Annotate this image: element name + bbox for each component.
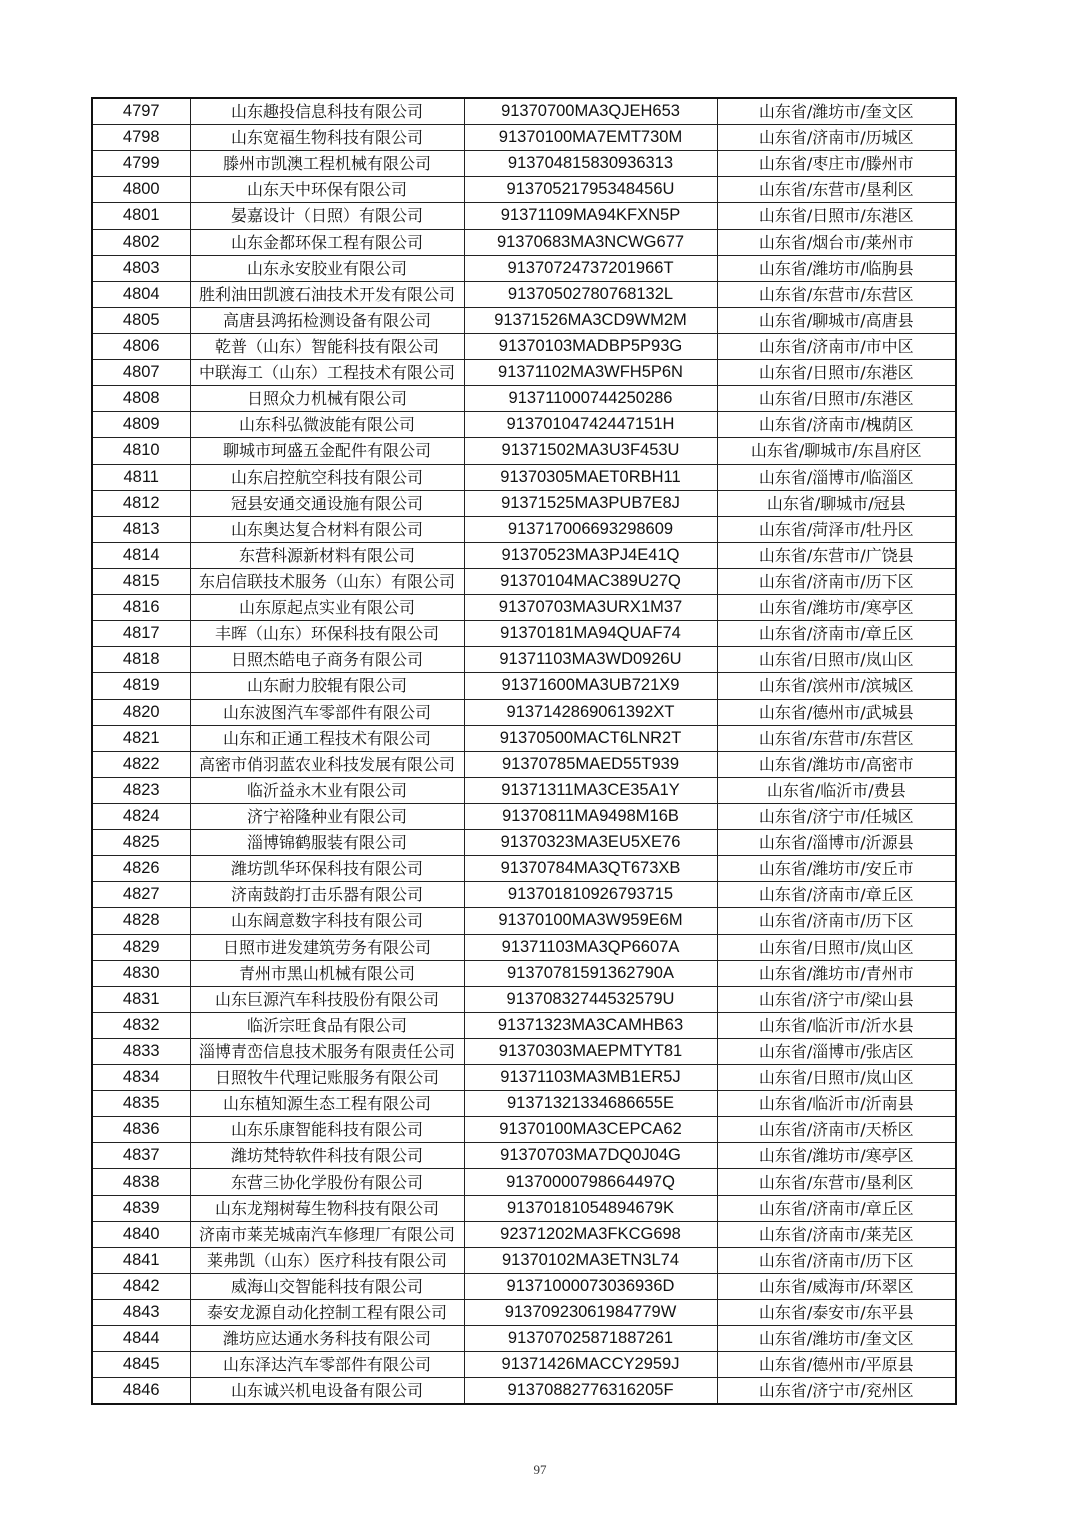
credit-code: 91370703MA7DQ0J04G xyxy=(464,1143,717,1169)
company-name: 潍坊凯华环保科技有限公司 xyxy=(190,856,464,882)
company-name: 莱弗凯（山东）医疗科技有限公司 xyxy=(190,1247,464,1273)
table-row xyxy=(92,281,956,307)
company-name: 山东科弘微波能有限公司 xyxy=(190,412,464,438)
credit-code: 91371600MA3UB721X9 xyxy=(464,673,717,699)
company-name: 淄博青峦信息技术服务有限责任公司 xyxy=(190,1038,464,1064)
region: 山东省/淄博市/临淄区 xyxy=(717,464,956,490)
company-name: 山东诚兴机电设备有限公司 xyxy=(190,1378,464,1405)
credit-code: 913711000744250286 xyxy=(464,386,717,412)
credit-code: 91371525MA3PUB7E8J xyxy=(464,490,717,516)
row-number: 4835 xyxy=(92,1091,190,1117)
company-name: 山东天中环保有限公司 xyxy=(190,177,464,203)
credit-code: 913701810926793715 xyxy=(464,882,717,908)
company-name: 高密市俏羽蓝农业科技发展有限公司 xyxy=(190,751,464,777)
table-row xyxy=(92,177,956,203)
table-row xyxy=(92,960,956,986)
region: 山东省/临沂市/沂水县 xyxy=(717,1012,956,1038)
table-row xyxy=(92,1273,956,1299)
region: 山东省/潍坊市/青州市 xyxy=(717,960,956,986)
table-row xyxy=(92,621,956,647)
row-number: 4798 xyxy=(92,125,190,151)
credit-code: 91371526MA3CD9WM2M xyxy=(464,307,717,333)
company-name: 山东阔意数字科技有限公司 xyxy=(190,908,464,934)
row-number: 4797 xyxy=(92,98,190,125)
credit-code: 91370703MA3URX1M37 xyxy=(464,595,717,621)
company-name: 冠县安通交通设施有限公司 xyxy=(190,490,464,516)
region: 山东省/日照市/岚山区 xyxy=(717,934,956,960)
row-number: 4833 xyxy=(92,1038,190,1064)
row-number: 4843 xyxy=(92,1300,190,1326)
table-row xyxy=(92,1169,956,1195)
region: 山东省/泰安市/东平县 xyxy=(717,1300,956,1326)
region: 山东省/济南市/市中区 xyxy=(717,333,956,359)
region: 山东省/济南市/章丘区 xyxy=(717,621,956,647)
company-name: 山东耐力胶辊有限公司 xyxy=(190,673,464,699)
region: 山东省/德州市/武城县 xyxy=(717,699,956,725)
company-name: 乾普（山东）智能科技有限公司 xyxy=(190,333,464,359)
credit-code: 91371000073036936D xyxy=(464,1273,717,1299)
row-number: 4840 xyxy=(92,1221,190,1247)
company-name: 东营科源新材料有限公司 xyxy=(190,542,464,568)
region: 山东省/淄博市/沂源县 xyxy=(717,830,956,856)
row-number: 4829 xyxy=(92,934,190,960)
company-name: 山东原起点实业有限公司 xyxy=(190,595,464,621)
row-number: 4820 xyxy=(92,699,190,725)
credit-code: 91370521795348456U xyxy=(464,177,717,203)
table-row xyxy=(92,516,956,542)
table-row xyxy=(92,438,956,464)
table-row xyxy=(92,673,956,699)
region: 山东省/潍坊市/安丘市 xyxy=(717,856,956,882)
row-number: 4828 xyxy=(92,908,190,934)
region: 山东省/东营市/东营区 xyxy=(717,725,956,751)
table-row xyxy=(92,360,956,386)
region: 山东省/威海市/环翠区 xyxy=(717,1273,956,1299)
row-number: 4808 xyxy=(92,386,190,412)
table-row xyxy=(92,1221,956,1247)
table-row xyxy=(92,908,956,934)
company-name: 晏嘉设计（日照）有限公司 xyxy=(190,203,464,229)
table-row xyxy=(92,1378,956,1405)
credit-code: 91370785MAED55T939 xyxy=(464,751,717,777)
company-name: 日照牧牛代理记账服务有限公司 xyxy=(190,1065,464,1091)
table-row xyxy=(92,830,956,856)
company-name: 山东和正通工程技术有限公司 xyxy=(190,725,464,751)
region: 山东省/济南市/莱芜区 xyxy=(717,1221,956,1247)
credit-code: 91371103MA3WD0926U xyxy=(464,647,717,673)
table-row xyxy=(92,229,956,255)
row-number: 4824 xyxy=(92,803,190,829)
row-number: 4815 xyxy=(92,568,190,594)
row-number: 4805 xyxy=(92,307,190,333)
region: 山东省/淄博市/张店区 xyxy=(717,1038,956,1064)
table-row xyxy=(92,803,956,829)
company-name: 济南市莱芜城南汽车修理厂有限公司 xyxy=(190,1221,464,1247)
credit-code: 91370323MA3EU5XE76 xyxy=(464,830,717,856)
credit-code: 91370500MACT6LNR2T xyxy=(464,725,717,751)
region: 山东省/德州市/平原县 xyxy=(717,1352,956,1378)
table-row xyxy=(92,882,956,908)
row-number: 4818 xyxy=(92,647,190,673)
company-name: 日照市进发建筑劳务有限公司 xyxy=(190,934,464,960)
table-row xyxy=(92,856,956,882)
row-number: 4846 xyxy=(92,1378,190,1405)
row-number: 4827 xyxy=(92,882,190,908)
region: 山东省/聊城市/高唐县 xyxy=(717,307,956,333)
table-row xyxy=(92,203,956,229)
region: 山东省/日照市/东港区 xyxy=(717,360,956,386)
company-name: 山东永安胶业有限公司 xyxy=(190,255,464,281)
company-name: 山东宽福生物科技有限公司 xyxy=(190,125,464,151)
table-row xyxy=(92,1247,956,1273)
row-number: 4811 xyxy=(92,464,190,490)
company-name: 日照杰皓电子商务有限公司 xyxy=(190,647,464,673)
credit-code: 91370523MA3PJ4E41Q xyxy=(464,542,717,568)
credit-code: 91370100MA3W959E6M xyxy=(464,908,717,934)
company-name: 山东启控航空科技有限公司 xyxy=(190,464,464,490)
table-row xyxy=(92,255,956,281)
region: 山东省/济南市/历下区 xyxy=(717,568,956,594)
company-name: 山东金都环保工程有限公司 xyxy=(190,229,464,255)
table-row xyxy=(92,412,956,438)
row-number: 4837 xyxy=(92,1143,190,1169)
table-row xyxy=(92,777,956,803)
region: 山东省/济南市/历城区 xyxy=(717,125,956,151)
row-number: 4821 xyxy=(92,725,190,751)
company-name: 山东植知源生态工程有限公司 xyxy=(190,1091,464,1117)
region: 山东省/枣庄市/滕州市 xyxy=(717,151,956,177)
row-number: 4822 xyxy=(92,751,190,777)
company-name: 济南鼓韵打击乐器有限公司 xyxy=(190,882,464,908)
company-name: 山东巨源汽车科技股份有限公司 xyxy=(190,986,464,1012)
company-name: 日照众力机械有限公司 xyxy=(190,386,464,412)
credit-code: 91370102MA3ETN3L74 xyxy=(464,1247,717,1273)
region: 山东省/日照市/东港区 xyxy=(717,203,956,229)
table-row xyxy=(92,751,956,777)
table-row xyxy=(92,98,956,125)
table-row xyxy=(92,1012,956,1038)
row-number: 4816 xyxy=(92,595,190,621)
row-number: 4800 xyxy=(92,177,190,203)
region: 山东省/潍坊市/奎文区 xyxy=(717,1326,956,1352)
region: 山东省/济南市/槐荫区 xyxy=(717,412,956,438)
company-name: 临沂宗旺食品有限公司 xyxy=(190,1012,464,1038)
credit-code: 913704815830936313 xyxy=(464,151,717,177)
row-number: 4842 xyxy=(92,1273,190,1299)
credit-code: 91371323MA3CAMHB63 xyxy=(464,1012,717,1038)
table-row xyxy=(92,1117,956,1143)
region: 山东省/潍坊市/寒亭区 xyxy=(717,595,956,621)
company-list-table xyxy=(91,97,957,1405)
row-number: 4845 xyxy=(92,1352,190,1378)
company-name: 丰晖（山东）环保科技有限公司 xyxy=(190,621,464,647)
table-row xyxy=(92,333,956,359)
company-name: 济宁裕隆种业有限公司 xyxy=(190,803,464,829)
row-number: 4806 xyxy=(92,333,190,359)
row-number: 4831 xyxy=(92,986,190,1012)
table-row xyxy=(92,934,956,960)
region: 山东省/东营市/广饶县 xyxy=(717,542,956,568)
region: 山东省/潍坊市/奎文区 xyxy=(717,98,956,125)
region: 山东省/潍坊市/寒亭区 xyxy=(717,1143,956,1169)
region: 山东省/济南市/章丘区 xyxy=(717,882,956,908)
region: 山东省/济南市/历下区 xyxy=(717,1247,956,1273)
region: 山东省/济南市/天桥区 xyxy=(717,1117,956,1143)
credit-code: 91370181054894679K xyxy=(464,1195,717,1221)
region: 山东省/烟台市/莱州市 xyxy=(717,229,956,255)
company-name: 高唐县鸿拓检测设备有限公司 xyxy=(190,307,464,333)
row-number: 4844 xyxy=(92,1326,190,1352)
credit-code: 91370103MADBP5P93G xyxy=(464,333,717,359)
region: 山东省/济宁市/任城区 xyxy=(717,803,956,829)
credit-code: 913717006693298609 xyxy=(464,516,717,542)
company-name: 东营三协化学股份有限公司 xyxy=(190,1169,464,1195)
row-number: 4838 xyxy=(92,1169,190,1195)
credit-code: 91370305MAET0RBH11 xyxy=(464,464,717,490)
company-name: 青州市黑山机械有限公司 xyxy=(190,960,464,986)
region: 山东省/潍坊市/高密市 xyxy=(717,751,956,777)
table-row xyxy=(92,490,956,516)
credit-code: 91370923061984779W xyxy=(464,1300,717,1326)
table-row xyxy=(92,1195,956,1221)
row-number: 4841 xyxy=(92,1247,190,1273)
row-number: 4834 xyxy=(92,1065,190,1091)
row-number: 4826 xyxy=(92,856,190,882)
credit-code: 9137142869061392XT xyxy=(464,699,717,725)
credit-code: 91370811MA9498M16B xyxy=(464,803,717,829)
company-name: 泰安龙源自动化控制工程有限公司 xyxy=(190,1300,464,1326)
row-number: 4804 xyxy=(92,281,190,307)
region: 山东省/临沂市/费县 xyxy=(717,777,956,803)
table-row xyxy=(92,986,956,1012)
row-number: 4830 xyxy=(92,960,190,986)
row-number: 4836 xyxy=(92,1117,190,1143)
credit-code: 92371202MA3FKCG698 xyxy=(464,1221,717,1247)
row-number: 4801 xyxy=(92,203,190,229)
credit-code: 91370104MAC389U27Q xyxy=(464,568,717,594)
region: 山东省/济南市/历下区 xyxy=(717,908,956,934)
region: 山东省/聊城市/冠县 xyxy=(717,490,956,516)
company-name: 潍坊梵特软件科技有限公司 xyxy=(190,1143,464,1169)
region: 山东省/东营市/垦利区 xyxy=(717,177,956,203)
row-number: 4825 xyxy=(92,830,190,856)
table-row xyxy=(92,125,956,151)
credit-code: 91370832744532579U xyxy=(464,986,717,1012)
credit-code: 91370000798664497Q xyxy=(464,1169,717,1195)
credit-code: 91371426MACCY2959J xyxy=(464,1352,717,1378)
credit-code: 91371102MA3WFH5P6N xyxy=(464,360,717,386)
table-row xyxy=(92,1091,956,1117)
company-name: 山东奥达复合材料有限公司 xyxy=(190,516,464,542)
table-row xyxy=(92,307,956,333)
table-row xyxy=(92,647,956,673)
row-number: 4803 xyxy=(92,255,190,281)
region: 山东省/东营市/东营区 xyxy=(717,281,956,307)
company-name: 中联海工（山东）工程技术有限公司 xyxy=(190,360,464,386)
table-row xyxy=(92,1300,956,1326)
region: 山东省/日照市/东港区 xyxy=(717,386,956,412)
table-row xyxy=(92,1326,956,1352)
company-name: 聊城市珂盛五金配件有限公司 xyxy=(190,438,464,464)
credit-code: 91371502MA3U3F453U xyxy=(464,438,717,464)
row-number: 4819 xyxy=(92,673,190,699)
row-number: 4814 xyxy=(92,542,190,568)
credit-code: 91370683MA3NCWG677 xyxy=(464,229,717,255)
company-name: 淄博锦鹤服装有限公司 xyxy=(190,830,464,856)
region: 山东省/临沂市/沂南县 xyxy=(717,1091,956,1117)
company-name: 临沂益永木业有限公司 xyxy=(190,777,464,803)
table-row xyxy=(92,595,956,621)
table-row xyxy=(92,568,956,594)
row-number: 4799 xyxy=(92,151,190,177)
region: 山东省/滨州市/滨城区 xyxy=(717,673,956,699)
credit-code: 91370502780768132L xyxy=(464,281,717,307)
credit-code: 91370784MA3QT673XB xyxy=(464,856,717,882)
company-name: 山东乐康智能科技有限公司 xyxy=(190,1117,464,1143)
row-number: 4807 xyxy=(92,360,190,386)
company-name: 山东趣投信息科技有限公司 xyxy=(190,98,464,125)
credit-code: 91370100MA7EMT730M xyxy=(464,125,717,151)
table-row xyxy=(92,386,956,412)
region: 山东省/菏泽市/牡丹区 xyxy=(717,516,956,542)
credit-code: 91370781591362790A xyxy=(464,960,717,986)
row-number: 4802 xyxy=(92,229,190,255)
credit-code: 91371321334686655E xyxy=(464,1091,717,1117)
company-name: 胜利油田凯渡石油技术开发有限公司 xyxy=(190,281,464,307)
row-number: 4839 xyxy=(92,1195,190,1221)
table-row xyxy=(92,1065,956,1091)
credit-code: 91370181MA94QUAF74 xyxy=(464,621,717,647)
credit-code: 91370100MA3CEPCA62 xyxy=(464,1117,717,1143)
table-row xyxy=(92,1352,956,1378)
row-number: 4812 xyxy=(92,490,190,516)
credit-code: 91370882776316205F xyxy=(464,1378,717,1405)
credit-code: 91371103MA3MB1ER5J xyxy=(464,1065,717,1091)
company-name: 潍坊应达通水务科技有限公司 xyxy=(190,1326,464,1352)
table-row xyxy=(92,464,956,490)
company-name: 威海山交智能科技有限公司 xyxy=(190,1273,464,1299)
credit-code: 91370303MAEPMTYT81 xyxy=(464,1038,717,1064)
row-number: 4817 xyxy=(92,621,190,647)
region: 山东省/潍坊市/临朐县 xyxy=(717,255,956,281)
table-row xyxy=(92,1143,956,1169)
credit-code: 91371103MA3QP6607A xyxy=(464,934,717,960)
company-list-body xyxy=(92,98,956,1404)
table-row xyxy=(92,542,956,568)
region: 山东省/济南市/章丘区 xyxy=(717,1195,956,1221)
credit-code: 91370724737201966T xyxy=(464,255,717,281)
row-number: 4823 xyxy=(92,777,190,803)
row-number: 4810 xyxy=(92,438,190,464)
region: 山东省/日照市/岚山区 xyxy=(717,1065,956,1091)
region: 山东省/东营市/垦利区 xyxy=(717,1169,956,1195)
credit-code: 91370104742447151H xyxy=(464,412,717,438)
company-name: 山东波图汽车零部件有限公司 xyxy=(190,699,464,725)
region: 山东省/济宁市/梁山县 xyxy=(717,986,956,1012)
table-row xyxy=(92,725,956,751)
table-row xyxy=(92,699,956,725)
page-number: 97 xyxy=(533,1462,547,1477)
company-name: 山东泽达汽车零部件有限公司 xyxy=(190,1352,464,1378)
credit-code: 91371311MA3CE35A1Y xyxy=(464,777,717,803)
row-number: 4813 xyxy=(92,516,190,542)
company-name: 东启信联技术服务（山东）有限公司 xyxy=(190,568,464,594)
region: 山东省/济宁市/兖州区 xyxy=(717,1378,956,1405)
row-number: 4832 xyxy=(92,1012,190,1038)
company-name: 滕州市凯澳工程机械有限公司 xyxy=(190,151,464,177)
table-row xyxy=(92,1038,956,1064)
row-number: 4809 xyxy=(92,412,190,438)
company-name: 山东龙翔树莓生物科技有限公司 xyxy=(190,1195,464,1221)
table-row xyxy=(92,151,956,177)
credit-code: 913707025871887261 xyxy=(464,1326,717,1352)
credit-code: 91371109MA94KFXN5P xyxy=(464,203,717,229)
region: 山东省/日照市/岚山区 xyxy=(717,647,956,673)
region: 山东省/聊城市/东昌府区 xyxy=(717,438,956,464)
credit-code: 91370700MA3QJEH653 xyxy=(464,98,717,125)
